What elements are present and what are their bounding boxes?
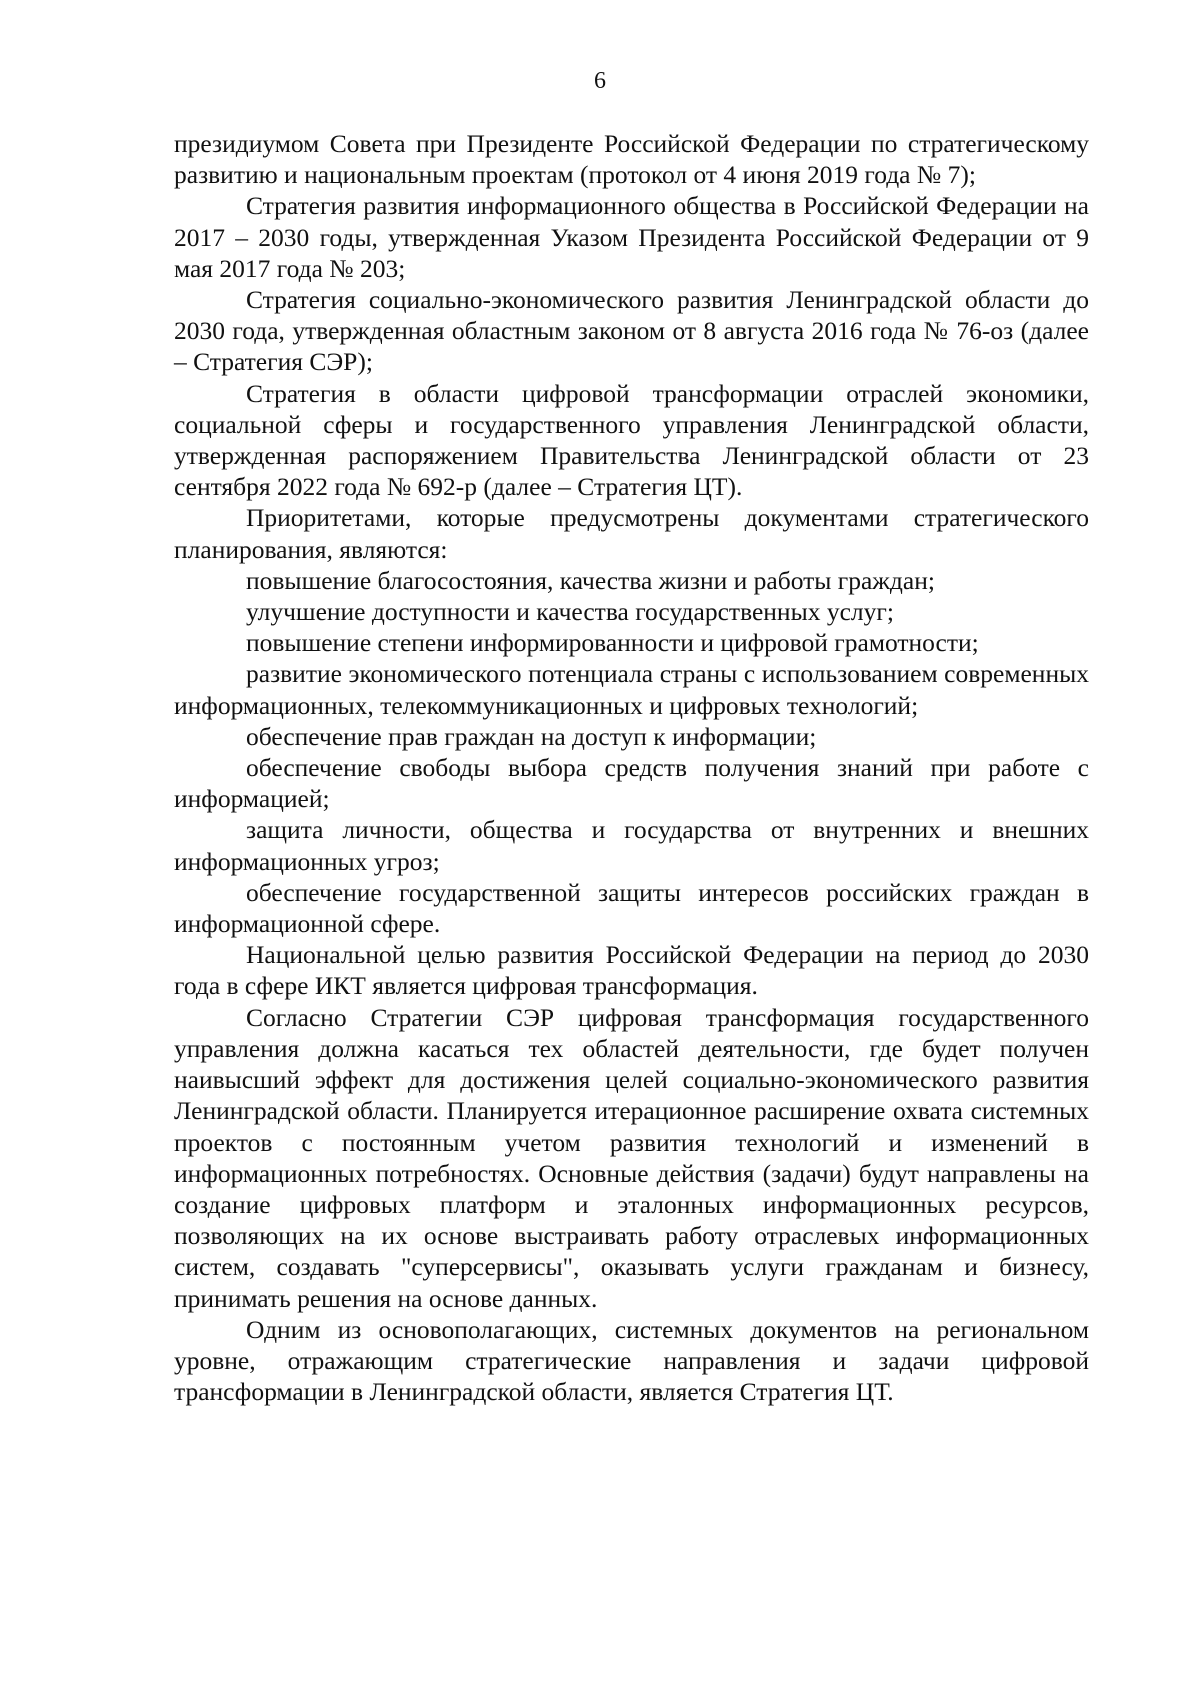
paragraph-information-society-strategy: Стратегия развития информационного общества в Российской Федерации на 2017 – 2030 годы, утвержденная Указом Президента Российской Федерации от 9 мая 2017 года № 203; <box>174 191 1089 283</box>
paragraph-ser-digital-transformation: Согласно Стратегии СЭР цифровая трансформация государственного управления должна касаться тех областей деятельности, где будет получен наивысший эффект для достижения целей социально-экономического развития Ленинградской области. Планируется итерационное расширение охвата системных проектов с постоянным учетом развития технологий и изменений в информационных потребностях. Основные действия (задачи) будут направлены на создание цифровых платформ и эталонных информационных ресурсов, позволяющих на их основе выстраивать работу отраслевых информационных систем, создавать "суперсервисы", оказывать услуги гражданам и бизнесу, принимать решения на основе данных. <box>174 1002 1089 1313</box>
paragraph-key-document: Одним из основополагающих, системных документов на региональном уровне, отражающим стратегические направления и задачи цифровой трансформации в Ленинградской области, является Стратегия ЦТ. <box>174 1314 1089 1407</box>
priority-item-services: улучшение доступности и качества государственных услуг; <box>246 597 894 627</box>
priority-item-access-to-information: обеспечение прав граждан на доступ к информации; <box>246 721 817 751</box>
priority-item-literacy: повышение степени информированности и цифровой грамотности; <box>246 628 979 658</box>
priority-item-state-protection: обеспечение государственной защиты интересов российских граждан в информационной сфере. <box>174 877 1089 939</box>
paragraph-ct-strategy: Стратегия в области цифровой трансформации отраслей экономики, социальной сферы и государственного управления Ленинградской области, утвержденная распоряжением Правительства Ленинградской области от 23 сентября 2022 года № 692-р (далее – Стратегия ЦТ). <box>174 378 1089 502</box>
paragraph-national-goal: Национальной целью развития Российской Федерации на период до 2030 года в сфере ИКТ является цифровая трансформация. <box>174 940 1089 1001</box>
paragraph-presidium-protocol: президиумом Совета при Президенте Российской Федерации по стратегическому развитию и национальным проектам (протокол от 4 июня 2019 года № 7); <box>174 129 1089 190</box>
paragraph-ser-strategy: Стратегия социально-экономического развития Ленинградской области до 2030 года, утвержденная областным законом от 8 августа 2016 года № 76-оз (далее – Стратегия СЭР); <box>174 285 1089 377</box>
priority-item-protection-from-threats: защита личности, общества и государства от внутренних и внешних информационных угроз; <box>174 815 1089 876</box>
paragraph-priorities-intro: Приоритетами, которые предусмотрены документами стратегического планирования, являются: <box>174 503 1089 564</box>
priority-item-welfare: повышение благосостояния, качества жизни и работы граждан; <box>246 565 935 595</box>
priority-item-freedom-of-choice: обеспечение свободы выбора средств получения знаний при работе с информацией; <box>174 753 1089 814</box>
page-number: 6 <box>594 68 606 94</box>
priority-item-economic-potential: развитие экономического потенциала страны с использованием современных информационных, телекоммуникационных и цифровых технологий; <box>174 659 1089 720</box>
document-body <box>174 128 1089 1407</box>
